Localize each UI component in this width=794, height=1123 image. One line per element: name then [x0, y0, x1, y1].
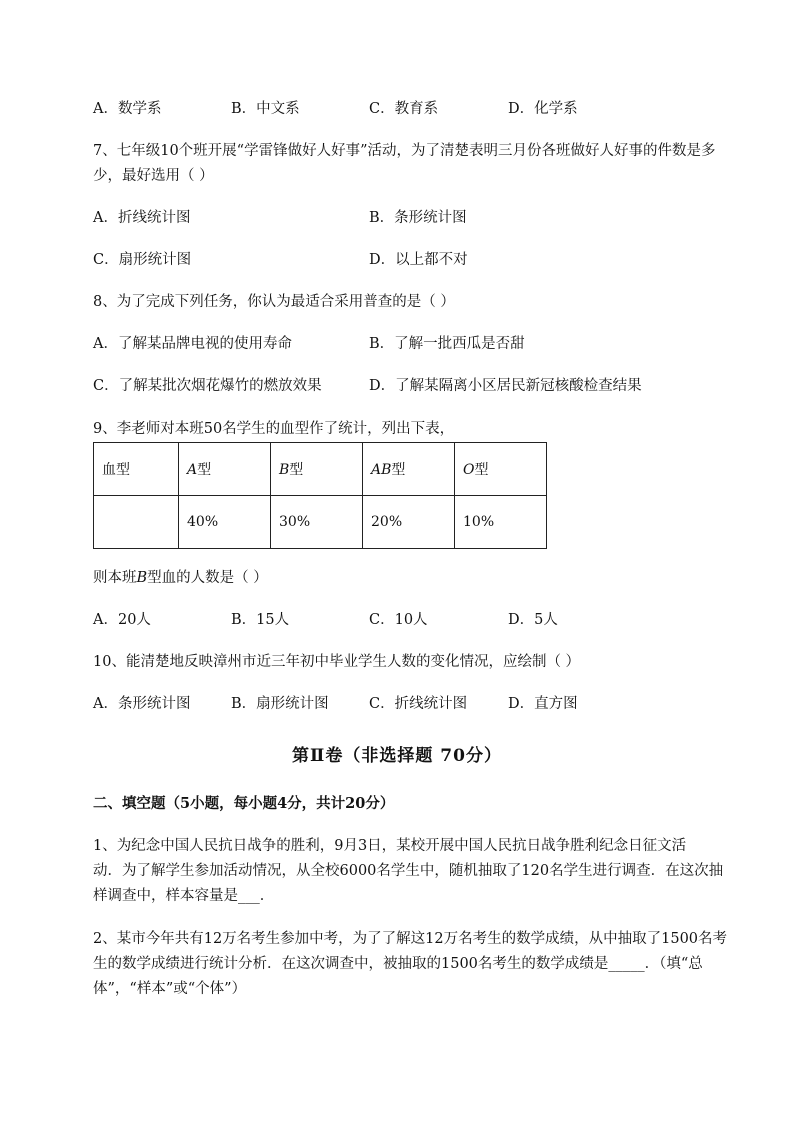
fill1-line2: 动．为了解学生参加活动情况，从全校6000名学生中，随机抽取了120名学生进行调查．在这次抽 — [93, 863, 724, 879]
q8-option-d: D．了解某隔离小区居民新冠核酸检查结果 — [369, 378, 642, 394]
q8-option-b: B．了解一批西瓜是否甜 — [369, 336, 525, 352]
q9-stem: 9、李老师对本班50名学生的血型作了统计，列出下表， — [93, 421, 455, 437]
q10-option-c: C．折线统计图 — [369, 696, 468, 712]
table-cell-empty — [94, 496, 179, 549]
q6-option-d: D．化学系 — [508, 101, 578, 117]
fill1-line3: 样调查中，样本容量是___． — [93, 888, 275, 904]
fill2-line1: 2、某市今年共有12万名考生参加中考，为了了解这12万名考生的数学成绩，从中抽取了1500名考 — [93, 931, 728, 947]
q7-option-c: C．扇形统计图 — [93, 252, 192, 268]
q8-stem: 8、为了完成下列任务，你认为最适合采用普查的是（ ） — [93, 294, 455, 310]
q7-stem-line2: 少，最好选用（ ） — [93, 168, 214, 184]
q9-option-c: C．10人 — [369, 612, 428, 628]
q6-option-c: C．教育系 — [369, 101, 439, 117]
fill1-line1: 1、为纪念中国人民抗日战争的胜利，9月3日，某校开展中国人民抗日战争胜利纪念日征文活 — [93, 838, 687, 854]
q7-option-d: D．以上都不对 — [369, 252, 468, 268]
table-header-ab: AB型 — [363, 443, 455, 496]
q9-option-b: B．15人 — [231, 612, 290, 628]
q9-option-d: D．5人 — [508, 612, 558, 628]
q10-option-b: B．扇形统计图 — [231, 696, 329, 712]
blood-type-table — [93, 442, 547, 549]
table-cell-b: 30% — [271, 496, 363, 549]
table-row — [94, 496, 547, 549]
q7-stem-line1: 7、七年级10个班开展“学雷锋做好人好事”活动，为了清楚表明三月份各班做好人好事的件数是多 — [93, 143, 716, 159]
q8-option-a: A．了解某品牌电视的使用寿命 — [93, 336, 292, 352]
fill2-line2: 生的数学成绩进行统计分析．在这次调查中，被抽取的1500名考生的数学成绩是_____．（填“总 — [93, 956, 703, 972]
q6-option-a: A．数学系 — [93, 101, 162, 117]
q10-option-d: D．直方图 — [508, 696, 578, 712]
q10-stem: 10、能清楚地反映漳州市近三年初中毕业学生人数的变化情况，应绘制（ ） — [93, 654, 581, 670]
part2-subtitle: 二、填空题（5小题，每小题4分，共计20分） — [93, 795, 395, 812]
q10-option-a: A．条形统计图 — [93, 696, 191, 712]
q8-option-c: C．了解某批次烟花爆竹的燃放效果 — [93, 378, 322, 394]
table-cell-ab: 20% — [363, 496, 455, 549]
table-cell-o: 10% — [455, 496, 547, 549]
q9-question: 则本班B型血的人数是（ ） — [93, 570, 268, 586]
q7-option-a: A．折线统计图 — [93, 210, 191, 226]
fill2-line3: 体”，“样本”或“个体”） — [93, 981, 247, 997]
q7-option-b: B．条形统计图 — [369, 210, 467, 226]
table-header-a: A型 — [179, 443, 271, 496]
table-header-row — [94, 443, 547, 496]
q6-option-b: B．中文系 — [231, 101, 300, 117]
table-header-label: 血型 — [94, 443, 179, 496]
table-header-b: B型 — [271, 443, 363, 496]
table-cell-a: 40% — [179, 496, 271, 549]
table-header-o: O型 — [455, 443, 547, 496]
part2-title: 第Ⅱ卷（非选择题 70分） — [292, 746, 502, 766]
q9-option-a: A．20人 — [93, 612, 151, 628]
